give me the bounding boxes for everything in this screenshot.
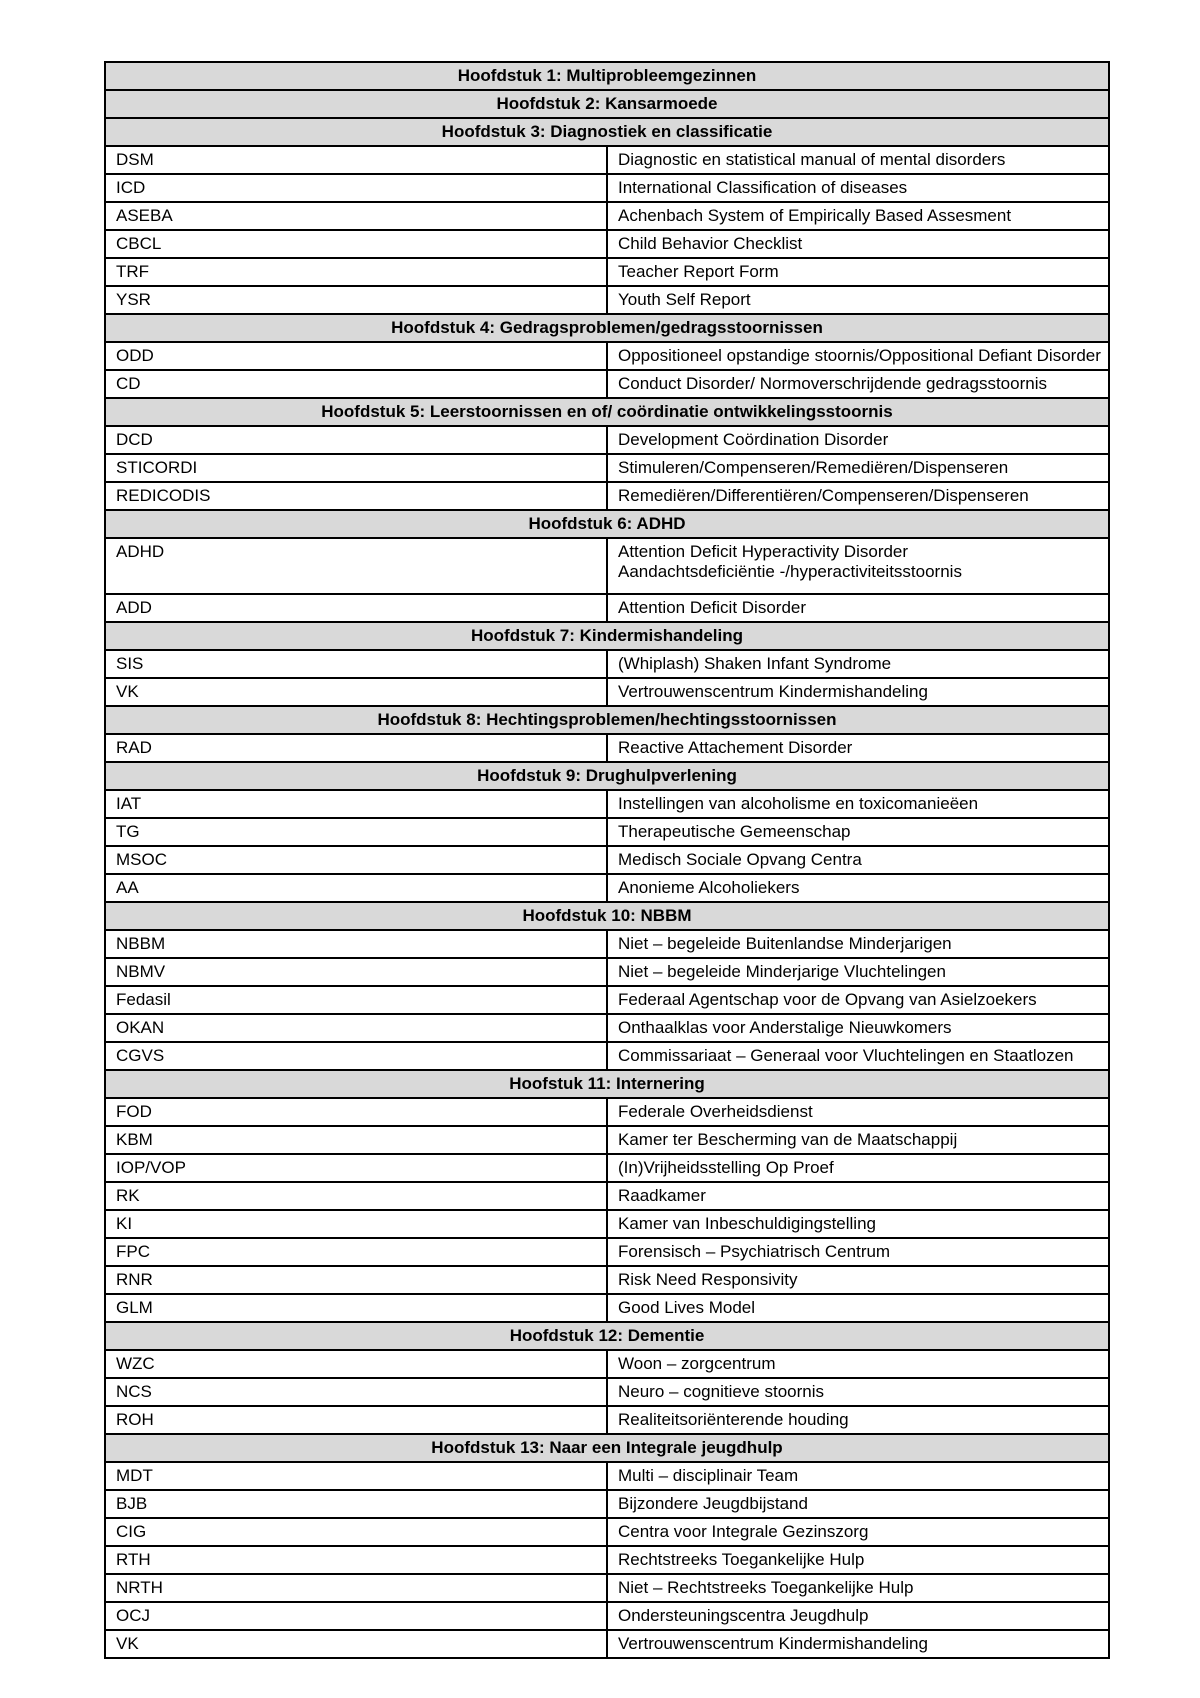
- meaning-cell: Onthaalklas voor Anderstalige Nieuwkomers: [607, 1014, 1109, 1042]
- abbreviation-cell: ODD: [105, 342, 607, 370]
- meaning-cell: Therapeutische Gemeenschap: [607, 818, 1109, 846]
- chapter-title: Hoofdstuk 9: Drughulpverlening: [105, 762, 1109, 790]
- abbreviation-cell: REDICODIS: [105, 482, 607, 510]
- table-row: [105, 1266, 1109, 1294]
- abbreviation-cell: DCD: [105, 426, 607, 454]
- abbreviation-cell: FPC: [105, 1238, 607, 1266]
- abbreviation-cell: DSM: [105, 146, 607, 174]
- table-row: [105, 454, 1109, 482]
- meaning-cell: Achenbach System of Empirically Based Assesment: [607, 202, 1109, 230]
- meaning-cell: Kamer van Inbeschuldigingstelling: [607, 1210, 1109, 1238]
- abbreviation-cell: TRF: [105, 258, 607, 286]
- table-row: [105, 538, 1109, 594]
- meaning-cell: Risk Need Responsivity: [607, 1266, 1109, 1294]
- chapter-title: Hoofdstuk 10: NBBM: [105, 902, 1109, 930]
- table-row: [105, 678, 1109, 706]
- chapter-header-row: [105, 510, 1109, 538]
- chapter-header-row: [105, 90, 1109, 118]
- table-row: [105, 1154, 1109, 1182]
- chapter-title: Hoofstuk 11: Internering: [105, 1070, 1109, 1098]
- table-row: [105, 1490, 1109, 1518]
- meaning-cell: Remediëren/Differentiëren/Compenseren/Dispenseren: [607, 482, 1109, 510]
- table-row: [105, 174, 1109, 202]
- table-row: [105, 1602, 1109, 1630]
- chapter-title: Hoofdstuk 8: Hechtingsproblemen/hechtingsstoornissen: [105, 706, 1109, 734]
- abbreviation-cell: CGVS: [105, 1042, 607, 1070]
- abbreviation-cell: ICD: [105, 174, 607, 202]
- chapter-header-row: [105, 762, 1109, 790]
- table-row: [105, 370, 1109, 398]
- meaning-cell: Diagnostic en statistical manual of mental disorders: [607, 146, 1109, 174]
- abbreviation-cell: GLM: [105, 1294, 607, 1322]
- abbreviation-cell: IAT: [105, 790, 607, 818]
- table-row: [105, 1098, 1109, 1126]
- chapter-title: Hoofdstuk 1: Multiprobleemgezinnen: [105, 62, 1109, 90]
- meaning-cell: Vertrouwenscentrum Kindermishandeling: [607, 678, 1109, 706]
- table-row: [105, 1126, 1109, 1154]
- table-row: [105, 790, 1109, 818]
- table-row: [105, 1014, 1109, 1042]
- meaning-cell: Vertrouwenscentrum Kindermishandeling: [607, 1630, 1109, 1658]
- meaning-cell: Conduct Disorder/ Normoverschrijdende gedragsstoornis: [607, 370, 1109, 398]
- meaning-cell: Kamer ter Bescherming van de Maatschappij: [607, 1126, 1109, 1154]
- meaning-cell: Niet – begeleide Minderjarige Vluchtelingen: [607, 958, 1109, 986]
- meaning-cell: Niet – Rechtstreeks Toegankelijke Hulp: [607, 1574, 1109, 1602]
- meaning-cell: Woon – zorgcentrum: [607, 1350, 1109, 1378]
- table-row: [105, 958, 1109, 986]
- chapter-header-row: [105, 62, 1109, 90]
- abbreviation-cell: NBMV: [105, 958, 607, 986]
- abbreviation-cell: MSOC: [105, 846, 607, 874]
- table-row: [105, 1210, 1109, 1238]
- chapter-header-row: [105, 398, 1109, 426]
- meaning-cell: Multi – disciplinair Team: [607, 1462, 1109, 1490]
- meaning-cell: Realiteitsoriënterende houding: [607, 1406, 1109, 1434]
- meaning-line: Attention Deficit Hyperactivity Disorder: [618, 542, 909, 561]
- meaning-cell: Child Behavior Checklist: [607, 230, 1109, 258]
- chapter-header-row: [105, 1434, 1109, 1462]
- meaning-cell: Stimuleren/Compenseren/Remediëren/Dispenseren: [607, 454, 1109, 482]
- abbreviation-cell: RNR: [105, 1266, 607, 1294]
- meaning-cell: Forensisch – Psychiatrisch Centrum: [607, 1238, 1109, 1266]
- meaning-cell: Oppositioneel opstandige stoornis/Oppositional Defiant Disorder: [607, 342, 1109, 370]
- abbreviation-cell: NCS: [105, 1378, 607, 1406]
- abbreviation-table: [104, 61, 1110, 1659]
- abbreviation-cell: VK: [105, 678, 607, 706]
- abbreviation-cell: KBM: [105, 1126, 607, 1154]
- table-row: [105, 874, 1109, 902]
- table-row: [105, 1462, 1109, 1490]
- meaning-cell: Development Coördination Disorder: [607, 426, 1109, 454]
- meaning-cell: Commissariaat – Generaal voor Vluchtelingen en Staatlozen: [607, 1042, 1109, 1070]
- table-row: [105, 1406, 1109, 1434]
- meaning-cell: Bijzondere Jeugdbijstand: [607, 1490, 1109, 1518]
- meaning-cell: Teacher Report Form: [607, 258, 1109, 286]
- meaning-cell: [607, 538, 1109, 594]
- abbreviation-cell: SIS: [105, 650, 607, 678]
- table-row: [105, 1350, 1109, 1378]
- abbreviation-cell: RAD: [105, 734, 607, 762]
- table-row: [105, 930, 1109, 958]
- chapter-header-row: [105, 902, 1109, 930]
- meaning-cell: (In)Vrijheidsstelling Op Proef: [607, 1154, 1109, 1182]
- chapter-header-row: [105, 314, 1109, 342]
- abbreviation-cell: WZC: [105, 1350, 607, 1378]
- table-row: [105, 1238, 1109, 1266]
- meaning-cell: Attention Deficit Disorder: [607, 594, 1109, 622]
- table-row: [105, 846, 1109, 874]
- table-row: [105, 1518, 1109, 1546]
- chapter-title: Hoofdstuk 3: Diagnostiek en classificatie: [105, 118, 1109, 146]
- chapter-title: Hoofdstuk 6: ADHD: [105, 510, 1109, 538]
- abbreviation-cell: CD: [105, 370, 607, 398]
- meaning-cell: Youth Self Report: [607, 286, 1109, 314]
- abbreviation-cell: NRTH: [105, 1574, 607, 1602]
- meaning-line: Aandachtsdeficiëntie -/hyperactiviteitsstoornis: [618, 562, 962, 581]
- meaning-cell: Centra voor Integrale Gezinszorg: [607, 1518, 1109, 1546]
- chapter-header-row: [105, 622, 1109, 650]
- meaning-cell: (Whiplash) Shaken Infant Syndrome: [607, 650, 1109, 678]
- meaning-cell: International Classification of diseases: [607, 174, 1109, 202]
- meaning-cell: Instellingen van alcoholisme en toxicomanieëen: [607, 790, 1109, 818]
- table-row: [105, 1182, 1109, 1210]
- abbreviation-cell: ADD: [105, 594, 607, 622]
- chapter-title: Hoofdstuk 12: Dementie: [105, 1322, 1109, 1350]
- meaning-cell: Medisch Sociale Opvang Centra: [607, 846, 1109, 874]
- chapter-header-row: [105, 1070, 1109, 1098]
- table-row: [105, 146, 1109, 174]
- abbreviation-cell: YSR: [105, 286, 607, 314]
- abbreviation-cell: VK: [105, 1630, 607, 1658]
- chapter-title: Hoofdstuk 2: Kansarmoede: [105, 90, 1109, 118]
- table-row: [105, 1546, 1109, 1574]
- meaning-cell: Anonieme Alcoholiekers: [607, 874, 1109, 902]
- meaning-cell: Reactive Attachement Disorder: [607, 734, 1109, 762]
- table-row: [105, 426, 1109, 454]
- abbreviation-cell: ROH: [105, 1406, 607, 1434]
- meaning-cell: Ondersteuningscentra Jeugdhulp: [607, 1602, 1109, 1630]
- abbreviation-cell: NBBM: [105, 930, 607, 958]
- abbreviation-cell: MDT: [105, 1462, 607, 1490]
- meaning-cell: Federaal Agentschap voor de Opvang van Asielzoekers: [607, 986, 1109, 1014]
- abbreviation-cell: OKAN: [105, 1014, 607, 1042]
- table-row: [105, 202, 1109, 230]
- table-row: [105, 650, 1109, 678]
- meaning-cell: Federale Overheidsdienst: [607, 1098, 1109, 1126]
- abbreviation-cell: RTH: [105, 1546, 607, 1574]
- table-row: [105, 342, 1109, 370]
- abbreviation-cell: KI: [105, 1210, 607, 1238]
- abbreviation-cell: OCJ: [105, 1602, 607, 1630]
- abbreviation-cell: IOP/VOP: [105, 1154, 607, 1182]
- abbreviation-cell: CIG: [105, 1518, 607, 1546]
- chapter-header-row: [105, 118, 1109, 146]
- meaning-cell: Rechtstreeks Toegankelijke Hulp: [607, 1546, 1109, 1574]
- table-row: [105, 594, 1109, 622]
- abbreviation-cell: AA: [105, 874, 607, 902]
- table-row: [105, 986, 1109, 1014]
- table-row: [105, 818, 1109, 846]
- table-row: [105, 1630, 1109, 1658]
- abbreviation-cell: CBCL: [105, 230, 607, 258]
- abbreviation-cell: Fedasil: [105, 986, 607, 1014]
- meaning-cell: Good Lives Model: [607, 1294, 1109, 1322]
- table-row: [105, 482, 1109, 510]
- meaning-cell: Neuro – cognitieve stoornis: [607, 1378, 1109, 1406]
- abbreviation-cell: ASEBA: [105, 202, 607, 230]
- table-row: [105, 286, 1109, 314]
- table-row: [105, 258, 1109, 286]
- chapter-title: Hoofdstuk 13: Naar een Integrale jeugdhulp: [105, 1434, 1109, 1462]
- abbreviation-cell: ADHD: [105, 538, 607, 594]
- chapter-title: Hoofdstuk 4: Gedragsproblemen/gedragsstoornissen: [105, 314, 1109, 342]
- chapter-title: Hoofdstuk 5: Leerstoornissen en of/ coördinatie ontwikkelingsstoornis: [105, 398, 1109, 426]
- table-row: [105, 1574, 1109, 1602]
- chapter-title: Hoofdstuk 7: Kindermishandeling: [105, 622, 1109, 650]
- meaning-cell: Raadkamer: [607, 1182, 1109, 1210]
- abbreviation-cell: STICORDI: [105, 454, 607, 482]
- chapter-header-row: [105, 706, 1109, 734]
- abbreviation-cell: FOD: [105, 1098, 607, 1126]
- table-row: [105, 1042, 1109, 1070]
- chapter-header-row: [105, 1322, 1109, 1350]
- abbreviation-cell: TG: [105, 818, 607, 846]
- table-row: [105, 734, 1109, 762]
- abbreviation-table-body: [105, 62, 1109, 1658]
- table-row: [105, 230, 1109, 258]
- meaning-cell: Niet – begeleide Buitenlandse Minderjarigen: [607, 930, 1109, 958]
- table-row: [105, 1294, 1109, 1322]
- abbreviation-cell: BJB: [105, 1490, 607, 1518]
- abbreviation-cell: RK: [105, 1182, 607, 1210]
- table-row: [105, 1378, 1109, 1406]
